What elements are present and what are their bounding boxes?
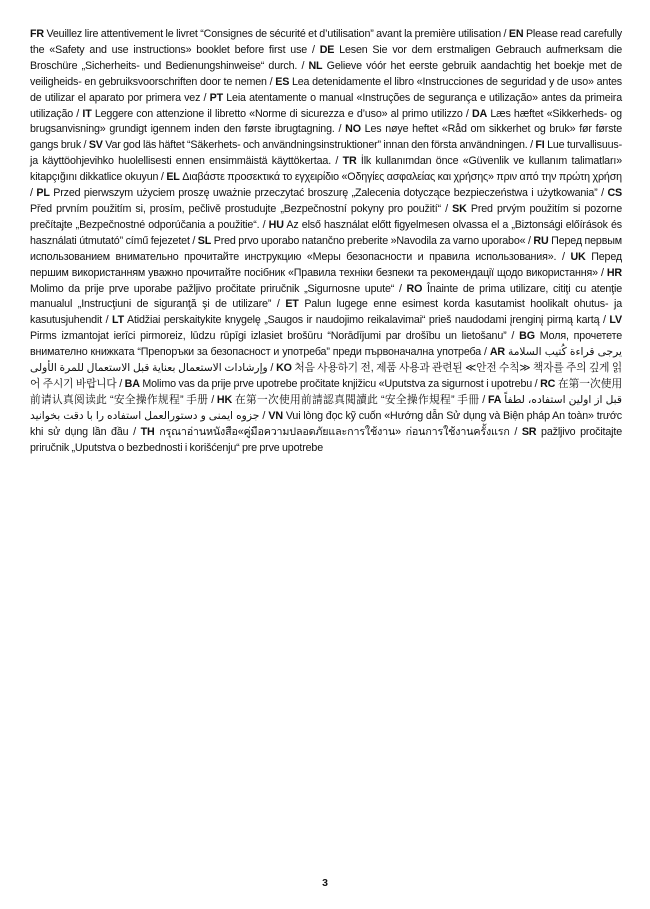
separator: / [102,314,113,327]
language-text: Les nøye heftet «Råd om sikkerhet og bruk» før første gangs bruk [30,123,623,152]
separator: / [506,330,520,343]
language-entry-ba [125,378,532,390]
language-text: pažljivo pročitajte priručnik „Uputstva o bezbednosti i korišćenju“ pre prve upotrebe [30,425,622,454]
separator: / [394,282,407,295]
language-text: Var god läs häftet “Säkerhets- och användningsinstruktioner” innan den första användningen. [105,139,528,152]
separator: / [599,314,610,327]
language-code: LV [609,314,622,327]
language-text: Molimo da prije prve uporabe pažljivo pročitate priručnik „Sigurnosne upute“ [30,282,395,295]
language-code: PT [209,91,223,104]
language-code: SV [88,139,103,152]
separator: / [331,155,343,168]
separator: / [297,59,309,72]
separator: / [597,266,607,279]
language-code: LT [112,314,124,327]
language-code: AR [489,346,505,359]
language-text: Palun lugege enne esimest korda kasutamist hoolikalt ohutus- ja kasutusjuhendit [30,298,623,327]
language-code: VN [268,409,283,422]
language-text: Lue turvallisuus- ja käyttöohjevihko huolellisesti ennen ensimmäistä käyttökertaa. [30,139,623,168]
language-code: DE [319,43,335,56]
language-text: Перед первым использованием внимательно прочитайте инструкцию «Меры безопасности и правила использования». [30,234,622,263]
language-text: Leggere con attenzione il libretto «Norme di sicurezza e d’uso» al primo utilizzo [94,107,463,120]
separator: / [259,218,269,231]
language-code: NO [345,123,361,136]
separator: / [200,91,210,104]
language-text: Před prvním použitím si, prosím, pečlivě prostudujte „Bezpečnostní pokyny pro použití“ [30,202,441,215]
language-text: กรุณาอ่านหนังสือ«คู่มือความปลอดภัยและการใช้งาน» ก่อนการใช้งานครั้งแรก [159,425,510,438]
language-code: FI [535,139,545,152]
language-code: SL [197,234,212,247]
separator: / [556,250,571,263]
separator: / [73,107,83,120]
language-text: Διαβάστε προσεκτικά το εγχειρίδιο «Οδηγίες ασφαλείας και χρήσης» πριν από την πρώτη χρήση [182,171,622,184]
language-code: HK [216,393,233,406]
separator: / [158,171,167,184]
language-text: قبل از اولین استفاده، لطفاً جزوه ایمنی و دستورالعمل استفاده را با دقت بخوانید [30,393,622,422]
language-text: Pred prvým použitím si pozorne prečítajte „Bezpečnostné odporúčania a použitie“. [30,202,622,231]
language-code: FR [30,28,44,40]
separator: / [128,425,141,438]
language-entry-fr [30,28,501,40]
language-text: İlk kullanımdan önce «Güvenlik ve kullanım talimatları» kitapçığını dikkatlice okuyun [30,155,622,184]
language-text: Înainte de prima utilizare, citiţi cu atenţie manualul „Instrucţiuni de siguranţă şi de utilizare” [30,282,622,311]
separator: / [440,202,453,215]
language-code: IT [82,107,92,120]
language-code: PL [36,187,50,200]
language-entry-el [166,171,622,183]
separator: / [479,393,488,406]
language-text: Læs hæftet «Sikkerheds- og brugsanvisning» grundigt igennem inden den første ibrugtagning. [30,107,622,136]
document-page [30,27,622,456]
separator: / [267,362,277,375]
separator: / [501,28,509,40]
language-code: SR [521,425,537,438]
language-text: 처음 사용하기 전, 제품 사용과 관련된 ≪안전 수칙≫ 책자를 주의 깊게 읽어 주시기 바랍니다 [30,362,623,390]
language-text: Моля, прочетете внимателно книжката “Препоръки за безопасност и употреба” преди първоначална употреба [30,330,622,359]
language-text: Please read carefully the «Safety and use instructions» booklet before first use [30,28,623,56]
language-code: KO [276,362,292,375]
language-text: يرجى قراءة كُتيب السلامة وإرشادات الاستعمال بعناية قبل الاستعمال للمرة الأولى [30,346,622,375]
language-text: Lesen Sie vor dem erstmaligen Gebrauch aufmerksam die Broschüre „Sicherheits- und Bedienungshinweise“ durch. [30,43,622,72]
language-text: Lea detenidamente el libro «Instrucciones de seguridad y de uso» antes de utilizar el aparato por primera vez [30,75,622,104]
language-text: Przed pierwszym użyciem proszę uważnie przeczytać broszurę „Zalecenia dotyczące bezpieczeństwa i użytkowania” [53,187,598,200]
separator: / [81,139,89,152]
language-text: 在第一次使用前請認真閱讀此 “安全操作規程” 手冊 [234,393,480,406]
separator: / [334,123,346,136]
multilingual-safety-notice [30,27,622,456]
language-text: Leia atentamente o manual «Instruções de segurança e utilização» antes da primeira utilização [30,91,622,120]
language-code: HU [268,218,284,231]
language-code: SK [452,202,467,215]
separator: / [189,234,198,247]
language-entry-sl [198,235,526,247]
language-code: ES [275,75,290,88]
language-entry-th [141,426,510,438]
language-code: DA [471,107,488,120]
separator: / [525,234,534,247]
separator: / [462,107,472,120]
language-code: EN [508,28,524,40]
language-code: RU [533,234,549,247]
language-text: Перед першим використанням уважно прочитайте посібник «Правила техніки безпеки та рекомендації щодо використання» [30,250,622,279]
separator: / [527,139,536,152]
language-text: Atidžiai perskaitykite knygelę „Saugos ir naudojimo reikalavimai“ prieš naudodami įrenginį pirmą kartą [126,314,600,327]
separator: / [597,187,608,200]
separator: / [532,377,541,390]
language-text: 在第一次使用前请认真阅读此 “安全操作规程” 手册 [30,377,622,406]
language-entry-lt [112,314,599,326]
language-code: RO [406,282,423,295]
language-code: TH [140,425,155,438]
language-text: Pirms izmantojat ierīci pirmoreiz, lūdzu rūpīgi izlasiet brošūru “Norādījumi par drošību un lietošanu” [30,330,507,343]
page-number: 3 [322,877,328,889]
language-text: Gelieve vóór het eerste gebruik aandachtig het boekje met de veiligheids- en gebruiksvoorschriften door te nemen [30,59,622,88]
language-code: BA [124,377,140,390]
language-text: Veuillez lire attentivement le livret “Consignes de sécurité et d’utilisation” avant la première utilisation [46,28,502,40]
language-entry-it [82,108,462,120]
language-text: Pred prvo uporabo natančno preberite »Navodila za varno uporabo« [213,234,526,247]
separator: / [271,298,286,311]
language-code: FA [487,393,502,406]
separator: / [116,377,125,390]
language-code: RC [540,377,556,390]
separator: / [307,43,320,56]
language-entry-sv [89,139,528,151]
separator: / [259,409,269,422]
separator: / [30,187,37,200]
language-code: CS [607,187,622,200]
language-code: HR [606,266,622,279]
language-code: NL [308,59,323,72]
separator: / [266,75,276,88]
language-entry-pl [36,187,597,199]
language-code: TR [342,155,357,168]
language-code: EL [166,171,180,184]
separator: / [509,425,522,438]
separator: / [481,346,490,359]
separator: / [208,393,217,406]
language-text: Az első használat előtt figyelmesen olvassa el a „Biztonsági előírások és használati útmutató” című fejezetet [30,218,622,247]
language-entry-hk [217,394,479,406]
language-text: Molimo vas da prije prve upotrebe pročitate knjižicu «Uputstva za sigurnost i upotrebu [142,377,533,390]
language-code: UK [570,250,586,263]
language-text: Vui lòng đọc kỹ cuốn «Hướng dẫn Sử dụng và Biện pháp An toàn» trước khi sử dụng lần đầu [30,409,622,438]
language-code: BG [519,330,535,343]
language-code: ET [285,298,299,311]
